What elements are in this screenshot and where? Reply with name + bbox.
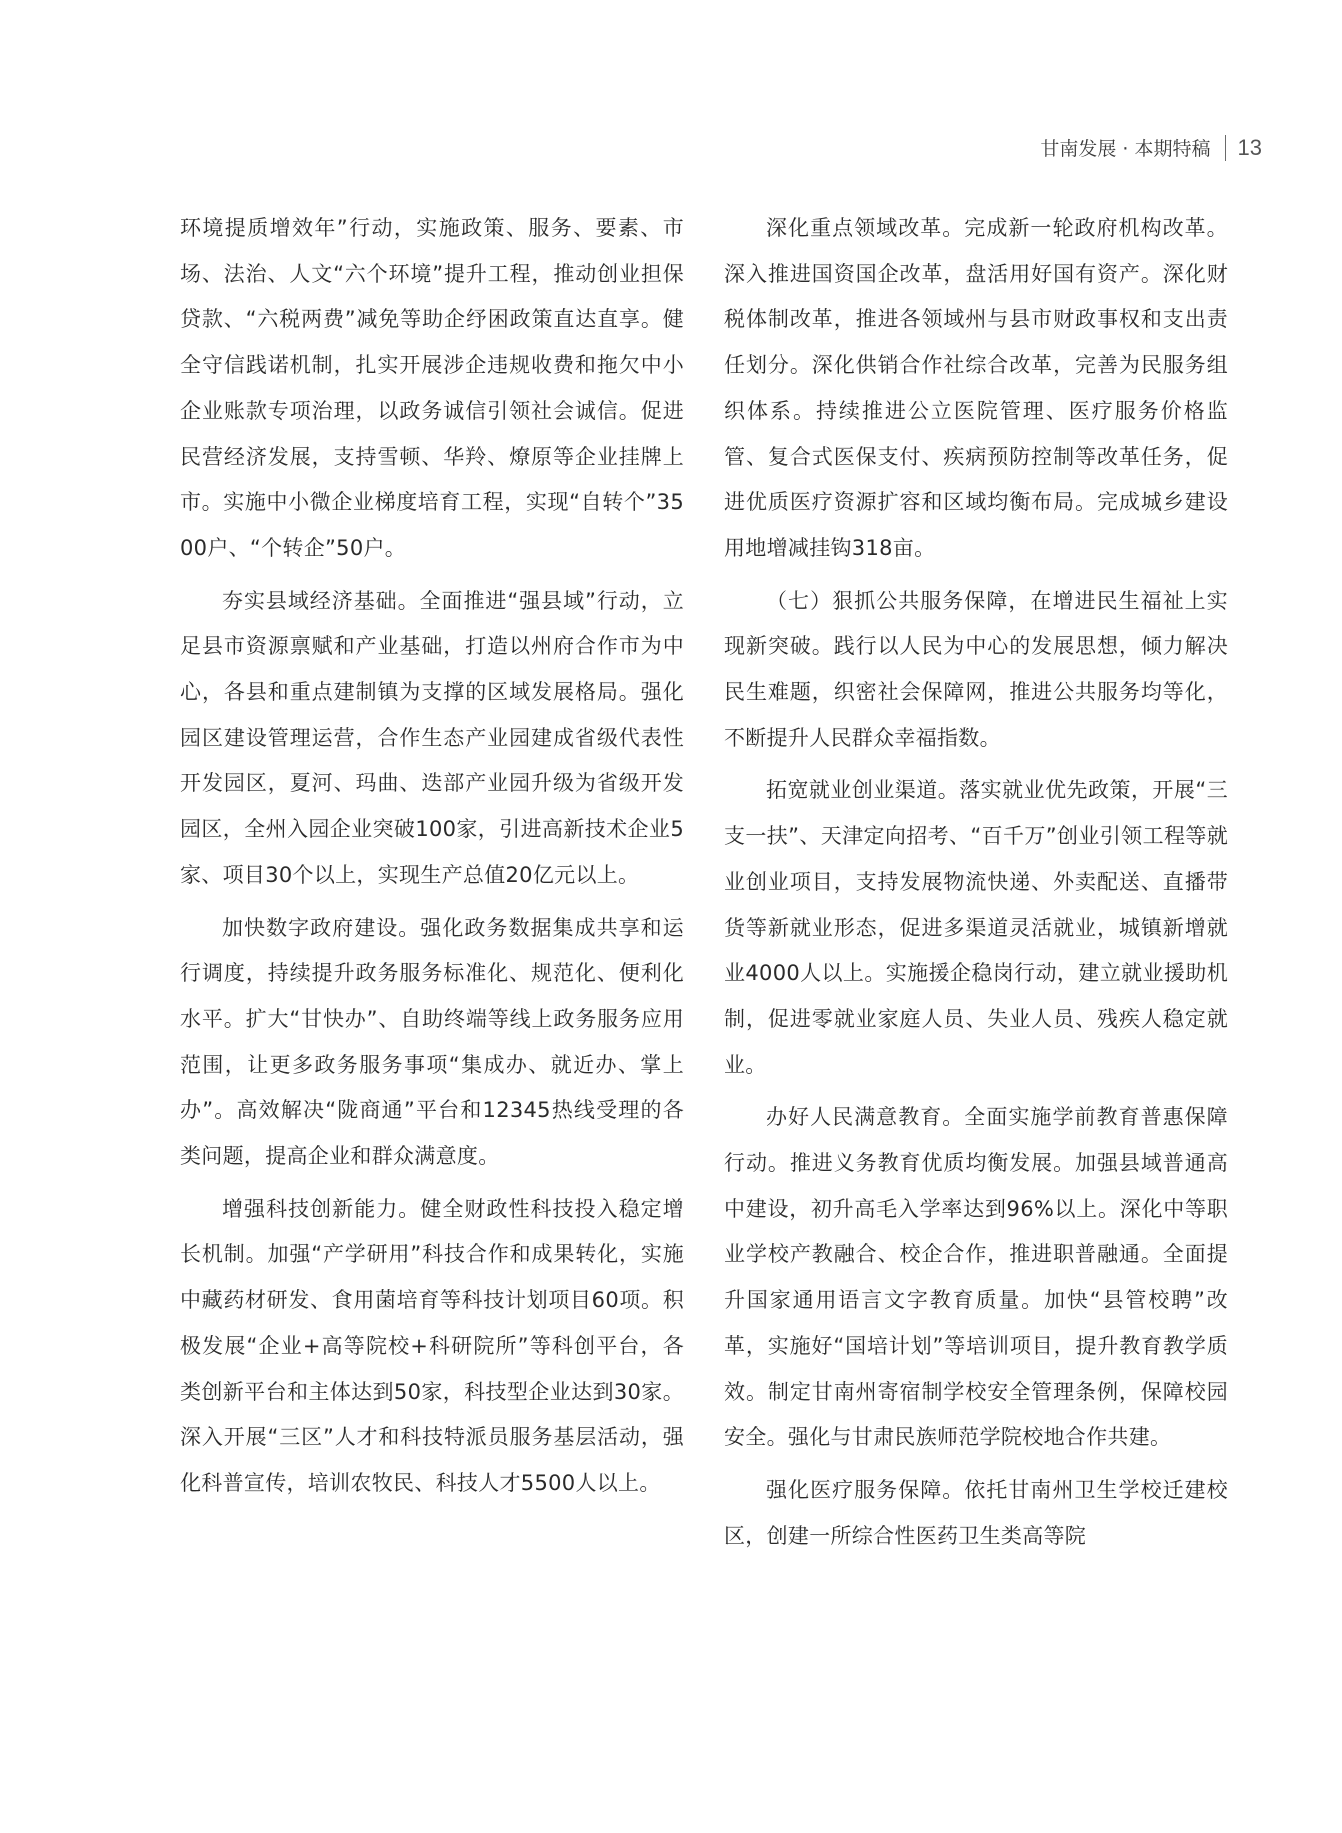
page-number: 13 xyxy=(1237,134,1262,160)
section-title: 甘南发展 · 本期特稿 xyxy=(1040,138,1211,160)
paragraph-digital-government: 加快数字政府建设。强化政务数据集成共享和运行调度，持续提升政务服务标准化、规范化、便利化水平。扩大“甘快办”、自助终端等线上政务服务应用范围，让更多政务服务事项“集成办、就近办、掌上办”。高效解决“陇商通”平台和12345热线受理的各类问题，提高企业和群众满意度。 xyxy=(180,915,684,1169)
paragraph-key-reforms: 深化重点领域改革。完成新一轮政府机构改革。深入推进国资国企改革，盘活用好国有资产。深化财税体制改革，推进各领域州与县市财政事权和支出责任划分。深化供销合作社综合改革，完善为民服务组织体系。持续推进公立医院管理、医疗服务价格监管、复合式医保支付、疾病预防控制等改革任务，促进优质医疗资源扩容和区域均衡布局。完成城乡建设用地增减挂钩318亩。 xyxy=(724,216,1228,560)
paragraph-county-economy: 夯实县域经济基础。全面推进“强县域”行动，立足县市资源禀赋和产业基础，打造以州府合作市为中心，各县和重点建制镇为支撑的区域发展格局。强化园区建设管理运营，合作生态产业园建成省级代表性开发园区，夏河、玛曲、迭部产业园升级为省级开发园区，全州入园企业突破100家，引进高新技术企业5家、项目30个以上，实现生产总值20亿元以上。 xyxy=(180,588,684,887)
paragraph-public-services-heading: （七）狠抓公共服务保障，在增进民生福祉上实现新突破。践行以人民为中心的发展思想，倾力解决民生难题，织密社会保障网，推进公共服务均等化，不断提升人民群众幸福指数。 xyxy=(724,588,1228,750)
header-divider xyxy=(1225,135,1226,161)
left-column xyxy=(180,206,684,1514)
paragraph-medical-services: 强化医疗服务保障。依托甘南州卫生学校迁建校区，创建一所综合性医药卫生类高等院 xyxy=(724,1477,1228,1548)
paragraph-continued: 环境提质增效年”行动，实施政策、服务、要素、市场、法治、人文“六个环境”提升工程，推动创业担保贷款、“六税两费”减免等助企纾困政策直达直享。健全守信践诺机制，扎实开展涉企违规收费和拖欠中小企业账款专项治理，以政务诚信引领社会诚信。促进民营经济发展，支持雪顿、华羚、燎原等企业挂牌上市。实施中小微企业梯度培育工程，实现“自转个”3500户、“个转企”50户。 xyxy=(180,216,684,560)
paragraph-employment: 拓宽就业创业渠道。落实就业优先政策，开展“三支一扶”、天津定向招考、“百千万”创业引领工程等就业创业项目，支持发展物流快递、外卖配送、直播带货等新就业形态，促进多渠道灵活就业，城镇新增就业4000人以上。实施援企稳岗行动，建立就业援助机制，促进零就业家庭人员、失业人员、残疾人稳定就业。 xyxy=(724,778,1228,1077)
right-column xyxy=(724,206,1228,1566)
paragraph-tech-innovation: 增强科技创新能力。健全财政性科技投入稳定增长机制。加强“产学研用”科技合作和成果转化，实施中藏药材研发、食用菌培育等科技计划项目60项。积极发展“企业+高等院校+科研院所”等科创平台，各类创新平台和主体达到50家，科技型企业达到30家。深入开展“三区”人才和科技特派员服务基层活动，强化科普宣传，培训农牧民、科技人才5500人以上。 xyxy=(180,1196,684,1495)
running-header xyxy=(1040,134,1262,161)
paragraph-education: 办好人民满意教育。全面实施学前教育普惠保障行动。推进义务教育优质均衡发展。加强县域普通高中建设，初升高毛入学率达到96%以上。深化中等职业学校产教融合、校企合作，推进职普融通。全面提升国家通用语言文字教育质量。加快“县管校聘”改革，实施好“国培计划”等培训项目，提升教育教学质效。制定甘南州寄宿制学校安全管理条例，保障校园安全。强化与甘肃民族师范学院校地合作共建。 xyxy=(724,1105,1228,1450)
